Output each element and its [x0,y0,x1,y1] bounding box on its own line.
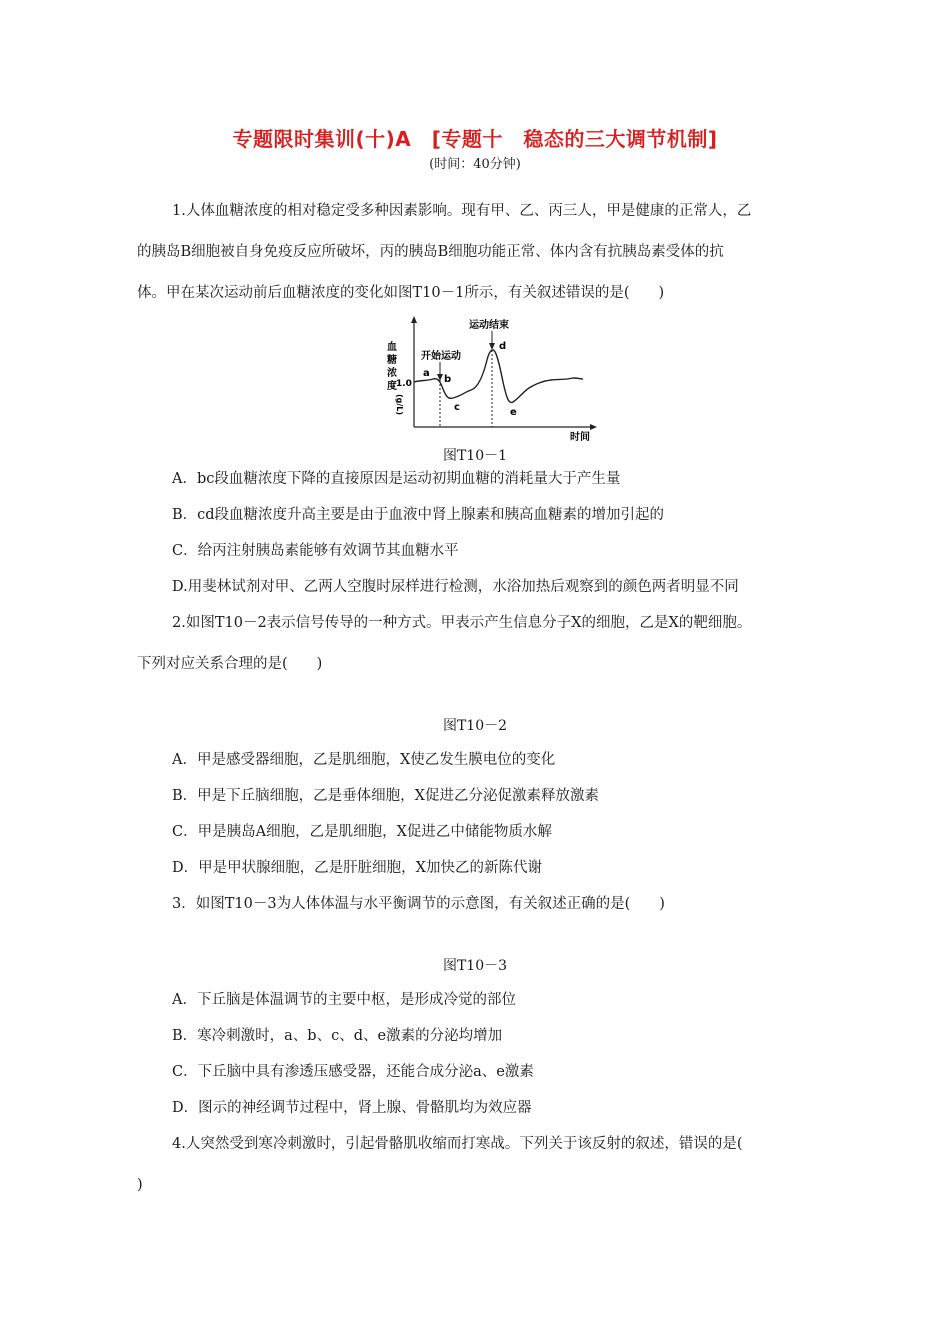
x-axis-arrow [590,424,597,430]
y-label-char-4: 度 [387,381,397,392]
point-label-b: b [444,374,452,385]
q1-option-a: A．bc段血糖浓度下降的直接原因是运动初期血糖的消耗量大于产生量 [172,471,621,487]
q1-stem-line-2: 的胰岛B细胞被自身免疫反应所破坏，丙的胰岛B细胞功能正常、体内含有抗胰岛素受体的抗 [137,244,724,260]
point-label-d: d [499,341,507,352]
q2-stem-line-1: 2.如图T10－2表示信号传导的一种方式。甲表示产生信息分子X的细胞，乙是X的靶细胞。 [172,615,752,631]
q3-option-d: D．图示的神经调节过程中，肾上腺、骨骼肌均为效应器 [172,1100,532,1116]
figure-caption-2: 图T10－2 [442,718,508,734]
q1-option-d: D.用斐林试剂对甲、乙两人空腹时尿样进行检测，水浴加热后观察到的颜色两者明显不同 [172,579,739,595]
q4-stem-line-1: 4.人突然受到寒冷刺激时，引起骨骼肌收缩而打寒战。下列关于该反射的叙述，错误的是( [172,1136,743,1152]
q2-option-d: D．甲是甲状腺细胞，乙是肝脏细胞，X加快乙的新陈代谢 [172,860,542,876]
q3-stem-line-1: 3．如图T10－3为人体体温与水平衡调节的示意图，有关叙述正确的是( ) [172,896,665,912]
x-axis-label: 时间 [570,432,590,443]
q1-stem-line-3: 体。甲在某次运动前后血糖浓度的变化如图T10－1所示，有关叙述错误的是( ) [137,285,665,301]
time-note: (时间：40分钟) [429,157,521,172]
q1-stem-line-1: 1.人体血糖浓度的相对稳定受多种因素影响。现有甲、乙、丙三人，甲是健康的正常人，乙 [172,203,752,219]
q2-stem-line-2: 下列对应关系合理的是( ) [137,656,323,672]
annotation-start: 开始运动 [421,351,461,362]
q2-option-c: C．甲是胰岛A细胞，乙是肌细胞，X促进乙中储能物质水解 [172,824,552,840]
q4-stem-line-2: ) [137,1177,143,1193]
q1-option-b: B．cd段血糖浓度升高主要是由于血液中肾上腺素和胰高血糖素的增加引起的 [172,507,665,523]
y-label-char-3: 浓 [387,368,397,379]
point-label-c: c [454,402,460,413]
q3-option-a: A．下丘脑是体温调节的主要中枢，是形成冷觉的部位 [172,992,516,1008]
q3-option-b: B．寒冷刺激时，a、b、c、d、e激素的分泌均增加 [172,1028,503,1044]
y-label-char-1: 血 [387,342,397,353]
q2-option-a: A．甲是感受器细胞，乙是肌细胞，X使乙发生膜电位的变化 [172,752,556,768]
figure-caption-1: 图T10－1 [442,448,508,464]
y-tick-label: 1.0 [396,379,412,389]
page-title: 专题限时集训(十)A [专题十 稳态的三大调节机制] [232,127,718,151]
point-label-a: a [423,368,430,379]
y-axis-arrow [411,316,417,323]
y-unit: (g/L) [395,394,404,416]
q1-option-c: C．给丙注射胰岛素能够有效调节其血糖水平 [172,543,459,559]
q2-option-b: B．甲是下丘脑细胞，乙是垂体细胞，X促进乙分泌促激素释放激素 [172,788,599,804]
q3-option-c: C．下丘脑中具有渗透压感受器，还能合成分泌a、e激素 [172,1064,534,1080]
annotation-end: 运动结束 [469,320,509,331]
point-label-e: e [510,407,517,418]
figure-caption-3: 图T10－3 [442,958,508,974]
y-label-char-2: 糖 [387,355,397,366]
blood-glucose-figure [383,312,601,444]
